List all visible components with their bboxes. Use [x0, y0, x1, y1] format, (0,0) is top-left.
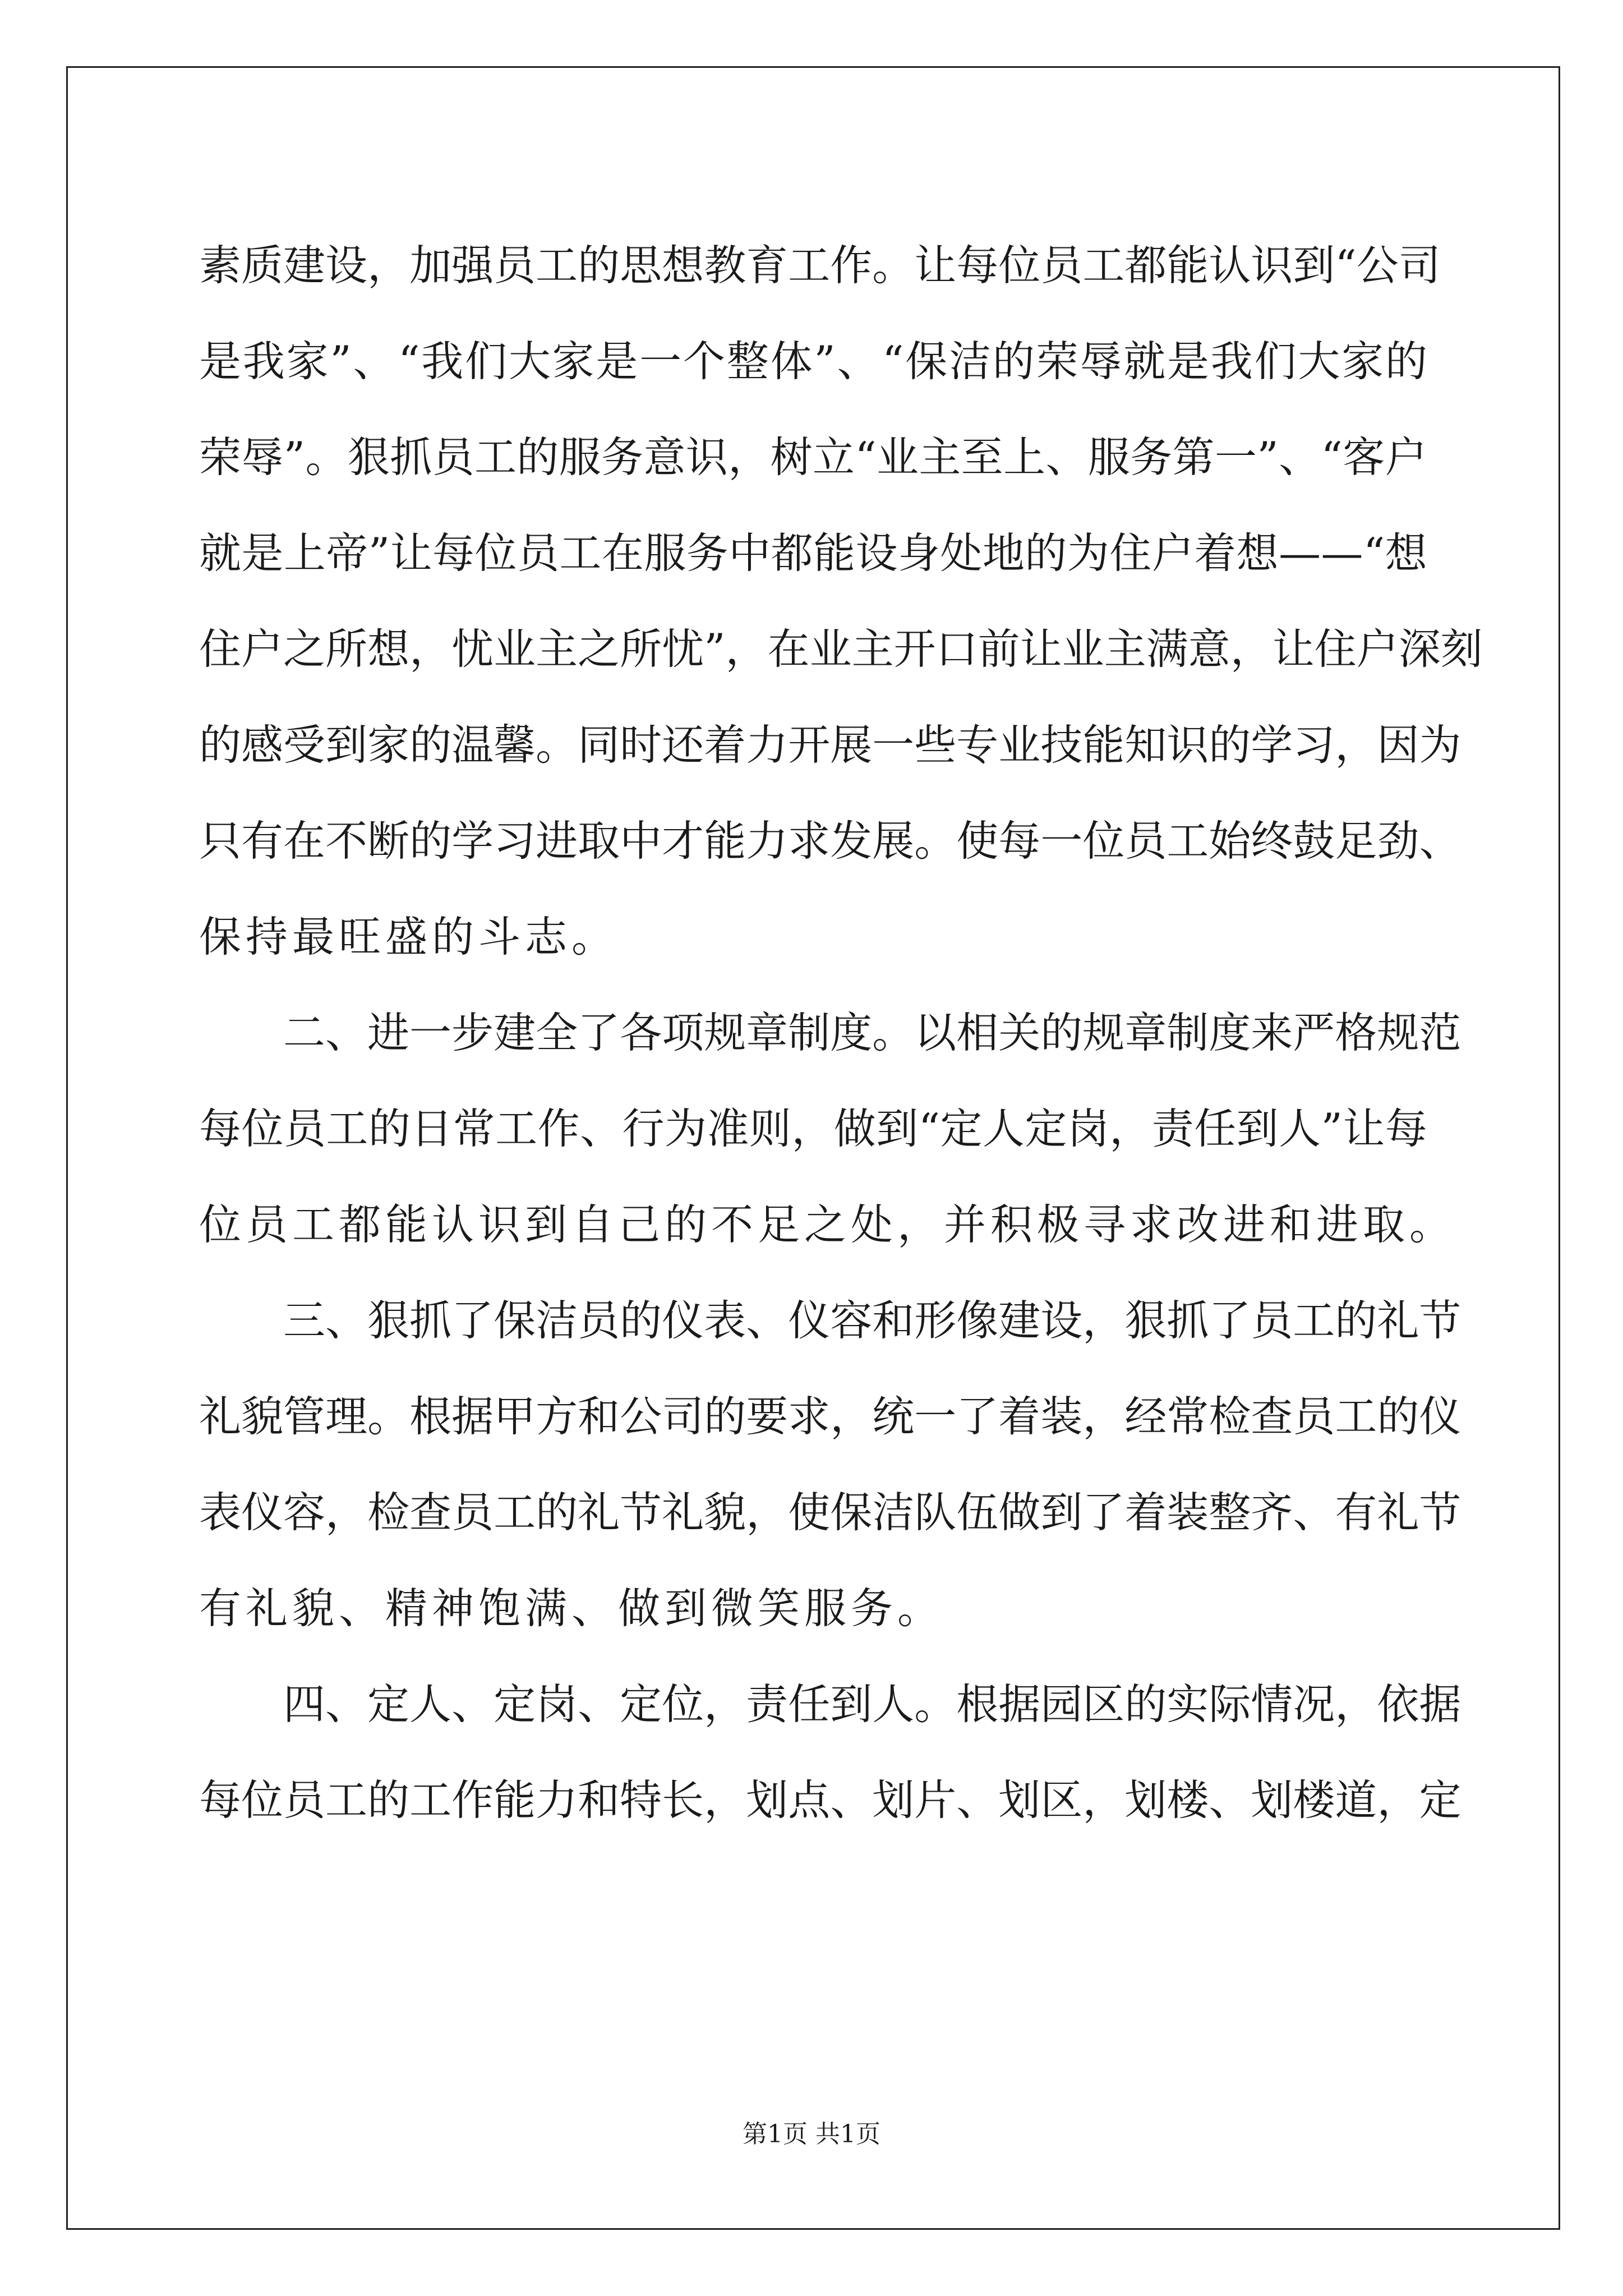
text-line: 是 我 家 ” 、 “ 我 们 大 家 是 一 个 整 体 ” 、 “ 保 洁 的 荣 辱 就 是 我 们 大 家 的: [199, 337, 1427, 386]
text-line: 就 是 上 帝 ” 让 每 位 员 工 在 服 务 中 都 能 设 身 处 地 的 为 住 户 着 想 — — “ 想: [199, 528, 1427, 578]
text-line: 每 位 员 工 的 工 作 能 力 和 特 长 ， 划 点 、 划 片 、 划 区 ， 划 楼 、 划 楼 道 ， 定: [199, 1775, 1461, 1825]
text-line: 的 感 受 到 家 的 温 馨 。 同 时 还 着 力 开 展 一 些 专 业 技 能 知 识 的 学 习 ， 因 为: [199, 720, 1461, 770]
paragraph-4: [199, 1657, 1461, 1848]
paragraph-3: [199, 1273, 1461, 1657]
paragraph-2: [199, 985, 1461, 1273]
text-line: 素 质 建 设 ， 加 强 员 工 的 思 想 教 育 工 作 。 让 每 位 员 工 都 能 认 识 到 “ 公 司: [199, 241, 1441, 290]
text-line: 保持最旺盛的斗志。: [199, 912, 619, 961]
text-line: 四 、 定 人 、 定 岗 、 定 位 ， 责 任 到 人 。 根 据 园 区 的 实 际 情 况 ， 依 据: [283, 1680, 1461, 1729]
text-line: 位员工都能认识到自己的不足之处，并积极寻求改进和进取。: [199, 1200, 1456, 1249]
document-body: [199, 218, 1483, 1848]
page-number-footer: 第1页 共1页: [743, 2120, 880, 2148]
text-line: 三 、 狠 抓 了 保 洁 员 的 仪 表 、 仪 容 和 形 像 建 设 ， 狠 抓 了 员 工 的 礼 节: [283, 1296, 1461, 1345]
text-line: 礼 貌 管 理 。 根 据 甲 方 和 公 司 的 要 求 ， 统 一 了 着 装 ， 经 常 检 查 员 工 的 仪: [199, 1392, 1461, 1441]
text-line: 荣 辱 ” 。 狠 抓 员 工 的 服 务 意 识 ， 树 立 “ 业 主 至 上 、 服 务 第 一 ” 、 “ 客 户: [199, 432, 1427, 482]
text-line: 二 、 进 一 步 建 全 了 各 项 规 章 制 度 。 以 相 关 的 规 章 制 度 来 严 格 规 范: [283, 1008, 1461, 1057]
text-line: 有礼貌、精神饱满、做到微笑服务。: [199, 1584, 944, 1633]
text-line: 每 位 员 工 的 日 常 工 作 、 行 为 准 则 ， 做 到 “ 定 人 定 岗 ， 责 任 到 人 ” 让 每: [199, 1104, 1427, 1153]
paragraph-1: [199, 218, 1483, 985]
text-line: 住 户 之 所 想 ， 忧 业 主 之 所 忧 ” ， 在 业 主 开 口 前 让 业 主 满 意 ， 让 住 户 深 刻: [199, 624, 1483, 674]
text-line: 表 仪 容 ， 检 查 员 工 的 礼 节 礼 貌 ， 使 保 洁 队 伍 做 到 了 着 装 整 齐 、 有 礼 节: [199, 1488, 1461, 1537]
text-line: 只 有 在 不 断 的 学 习 进 取 中 才 能 力 求 发 展 。 使 每 一 位 员 工 始 终 鼓 足 劲 、: [199, 816, 1461, 866]
